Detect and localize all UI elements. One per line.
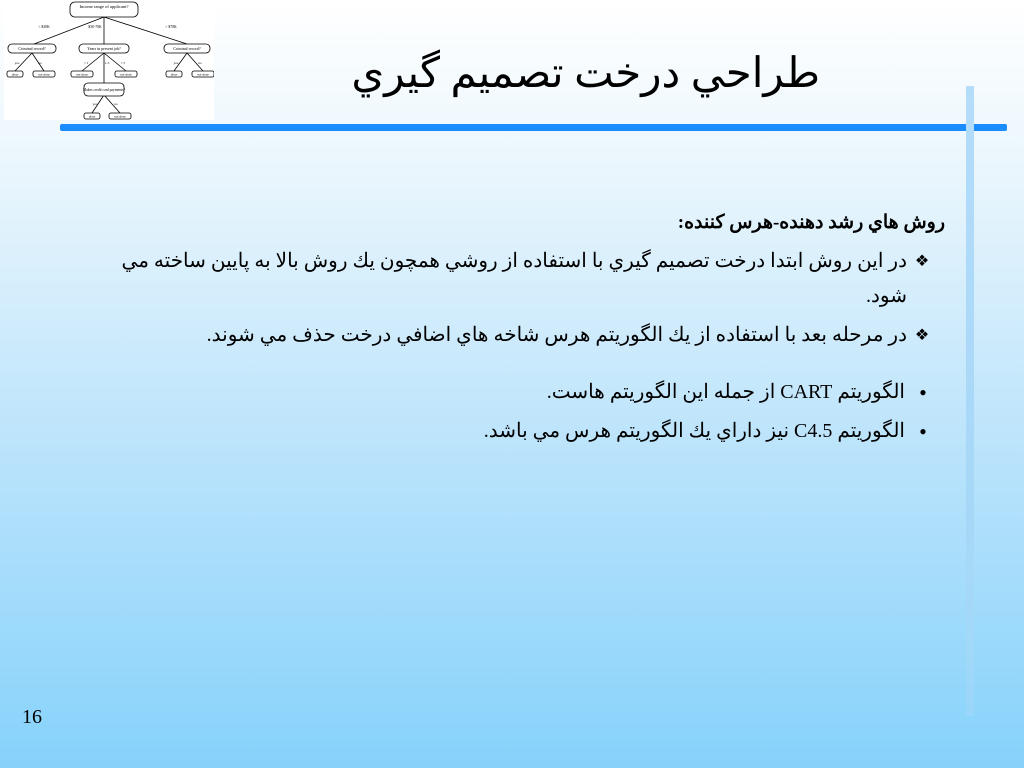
tree-node-label: Criminal record? <box>18 46 46 51</box>
page-number: 16 <box>22 706 42 728</box>
tree-branch-label: yes <box>92 102 98 106</box>
tree-branch-label: 1-5 <box>104 61 110 65</box>
tree-node-label: Years in present job? <box>87 46 121 51</box>
title-underline-rule <box>60 124 1007 131</box>
tree-branch-label: no <box>198 61 202 65</box>
tree-leaf-label: not deny <box>197 72 209 77</box>
tree-branch-label: yes <box>14 61 20 65</box>
tree-node-label: Makes credit card payments? <box>82 88 126 92</box>
dot-bullet-icon: • <box>919 419 927 444</box>
section-heading: روش هاي رشد دهنده-هرس كننده: <box>677 212 945 233</box>
bullet-point-text: الگوريتم C4.5 نيز داراي يك الگوريتم هرس مي باشد. <box>483 420 905 442</box>
tree-leaf-label: not deny <box>120 72 132 77</box>
tree-branch-label: no <box>38 61 42 65</box>
tree-branch-label: no <box>114 102 118 106</box>
sub-point <box>90 244 945 314</box>
decision-tree-diagram <box>4 0 214 120</box>
tree-leaf-label: deny <box>170 72 178 77</box>
tree-node-label: Criminal record? <box>173 46 201 51</box>
sub-point-text: در اين روش ابتدا درخت تصميم گيري با استفاده از روشي همچون يك روش بالا به پايين ساخته مي شود. <box>121 250 907 307</box>
tree-leaf-label: not deny <box>76 72 88 77</box>
tree-root-label: Income range of applicant? <box>79 4 129 9</box>
sub-point <box>90 318 945 353</box>
tree-branch-label: yes <box>173 61 179 65</box>
dot-bullet-icon: • <box>919 380 927 405</box>
bullet-point <box>90 414 945 449</box>
tree-branch-label: > $70K <box>165 25 177 29</box>
tree-leaf-label: not deny <box>114 114 126 119</box>
vertical-rule <box>966 86 974 716</box>
slide-title: طراحي درخت تصميم گيري <box>351 51 820 97</box>
decision-tree-figure <box>4 0 214 120</box>
tree-leaf-label: deny <box>11 72 19 77</box>
bullet-point <box>90 375 945 410</box>
diamond-bullet-icon: ❖ <box>914 253 930 270</box>
slide-content <box>90 205 945 453</box>
tree-leaf-label: not deny <box>38 72 50 77</box>
diamond-bullet-icon: ❖ <box>914 327 930 344</box>
bullet-point-text: الگوريتم CART از جمله اين الگوريتم هاست. <box>546 381 905 403</box>
tree-branch-label: > 5 <box>120 61 126 65</box>
bullet-list <box>90 375 945 449</box>
sub-point-text: در مرحله بعد با استفاده از يك الگوريتم هرس شاخه هاي اضافي درخت حذف مي شوند. <box>206 324 907 346</box>
tree-branch-label: < $30K <box>38 25 50 29</box>
tree-branch-label: $30-70K <box>88 25 102 29</box>
tree-branch-label: < 1 <box>83 61 89 65</box>
tree-leaf-label: deny <box>88 114 96 119</box>
